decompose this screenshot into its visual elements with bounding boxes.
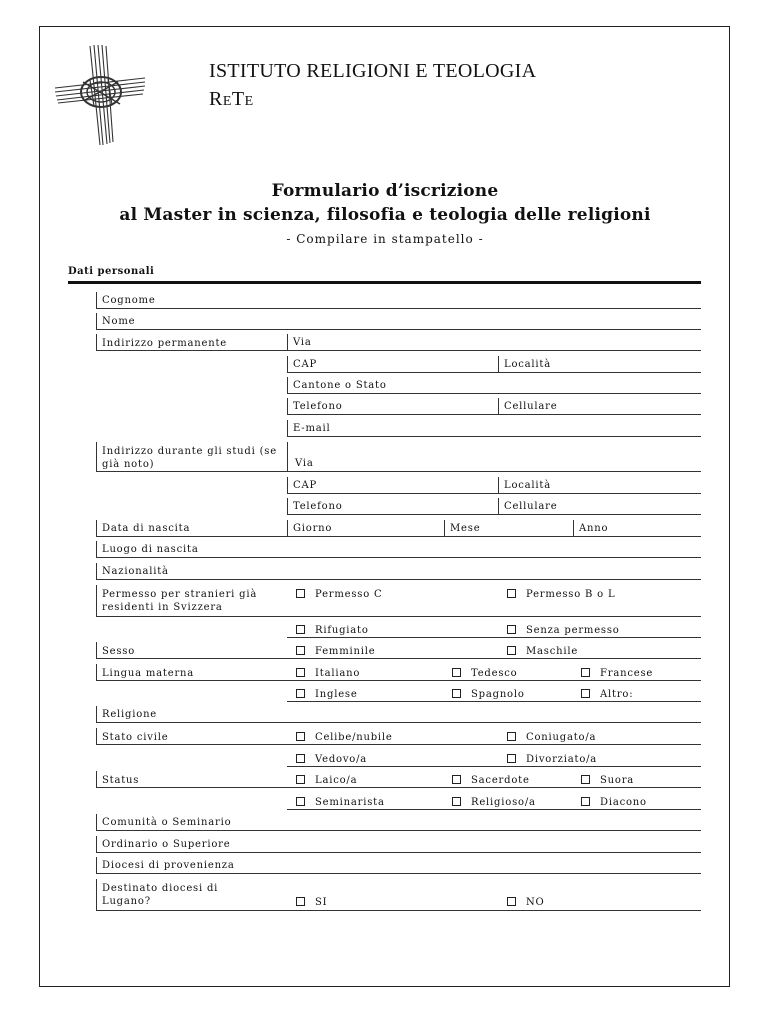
field-underline [96, 616, 701, 617]
cap-studi-field[interactable]: CAP [293, 480, 318, 491]
via-studi-underline [287, 471, 701, 472]
checkbox-icon[interactable] [296, 754, 305, 763]
option-label: Laico/a [315, 775, 358, 786]
giorno-field-underline [287, 536, 444, 537]
option-maschile[interactable] [507, 645, 578, 658]
form-subtitle: al Master in scienza, filosofia e teologia delle religioni [119, 205, 651, 225]
email-field-underline [287, 436, 701, 437]
mese-field-underline [444, 536, 573, 537]
luogo-nascita-field-underline [96, 557, 701, 558]
comunita-field[interactable]: Comunità o Seminario [102, 817, 232, 828]
checkbox-icon[interactable] [581, 775, 590, 784]
option-celibe[interactable] [296, 731, 393, 744]
field-underline [287, 809, 701, 810]
field-divider [96, 879, 97, 911]
data-nascita-label-underline [96, 536, 287, 537]
data-nascita-label[interactable]: Data di nascita [102, 523, 191, 534]
indirizzo-permanente-label: Indirizzo permanente [102, 338, 227, 349]
option-divorziato[interactable] [507, 753, 597, 766]
option-sacerdote[interactable] [452, 774, 530, 787]
field-divider [444, 520, 445, 537]
option-italiano[interactable] [296, 667, 360, 680]
field-divider [96, 334, 97, 351]
cellulare-studi-field-underline [498, 514, 701, 515]
cap-field-underline [287, 372, 498, 373]
localita-field[interactable]: Località [504, 359, 552, 370]
checkbox-icon[interactable] [452, 668, 461, 677]
religione-field[interactable]: Religione [102, 709, 158, 720]
option-label: Religioso/a [471, 797, 536, 808]
section-rule [68, 281, 701, 284]
nome-field-underline [96, 329, 701, 330]
option-label: NO [526, 897, 545, 908]
form-title: Formulario d’iscrizione [271, 181, 499, 201]
institute-abbreviation: RETE [209, 88, 254, 110]
field-divider [96, 541, 97, 558]
option-label: Seminarista [315, 797, 385, 808]
option-label: Sacerdote [471, 775, 530, 786]
option-label: Francese [600, 668, 654, 679]
via-studi-field: Via [295, 458, 314, 469]
option-senza-permesso[interactable] [507, 624, 620, 637]
telefono-studi-field-underline [287, 514, 498, 515]
lingua-label: Lingua materna [102, 668, 195, 679]
field-divider [96, 728, 97, 745]
field-underline [96, 471, 287, 472]
option-rifugiato[interactable] [296, 624, 369, 637]
checkbox-icon[interactable] [581, 668, 590, 677]
field-divider [96, 313, 97, 330]
telefono-field[interactable]: Telefono [293, 401, 343, 412]
via-field-underline [287, 350, 701, 351]
option-label: Diacono [600, 797, 647, 808]
option-francese[interactable] [581, 667, 653, 680]
option-label: Tedesco [471, 668, 518, 679]
localita-studi-field-underline [498, 493, 701, 494]
via-field[interactable]: Via [293, 337, 312, 348]
mese-field[interactable]: Mese [450, 523, 481, 534]
status-label: Status [102, 775, 140, 786]
checkbox-icon[interactable] [507, 625, 516, 634]
option-si[interactable] [296, 896, 327, 909]
field-underline [287, 766, 701, 767]
field-divider [96, 585, 97, 617]
option-label: Inglese [315, 689, 358, 700]
field-divider [287, 398, 288, 415]
institute-title: ISTITUTO RELIGIONI E TEOLOGIA [209, 60, 537, 82]
field-divider [96, 642, 97, 659]
field-underline [96, 658, 701, 659]
option-label: Vedovo/a [315, 754, 368, 765]
luogo-nascita-field[interactable]: Luogo di nascita [102, 544, 199, 555]
cellulare-studi-field[interactable]: Cellulare [504, 501, 558, 512]
cellulare-field-underline [498, 414, 701, 415]
cognome-field[interactable]: Cognome [102, 295, 156, 306]
option-spagnolo[interactable] [452, 688, 525, 701]
field-divider [498, 356, 499, 373]
field-divider [96, 664, 97, 681]
nazionalita-field-underline [96, 579, 701, 580]
option-label: Permesso B o L [526, 589, 616, 600]
option-tedesco[interactable] [452, 667, 517, 680]
checkbox-icon[interactable] [296, 589, 305, 598]
option-label: Suora [600, 775, 635, 786]
field-underline [287, 701, 701, 702]
checkbox-icon[interactable] [581, 797, 590, 806]
checkbox-icon[interactable] [452, 689, 461, 698]
option-label: Spagnolo [471, 689, 525, 700]
field-divider [96, 563, 97, 580]
checkbox-icon[interactable] [507, 732, 516, 741]
diocesi-field-underline [96, 873, 701, 874]
checkbox-icon[interactable] [507, 754, 516, 763]
destinato-label: Destinato diocesi di Lugano? [102, 883, 219, 907]
option-no[interactable] [507, 896, 545, 909]
field-divider [96, 442, 97, 472]
field-underline [96, 910, 701, 911]
option-altro[interactable] [581, 688, 633, 701]
field-underline [287, 637, 701, 638]
telefono-studi-field[interactable]: Telefono [293, 501, 343, 512]
option-laico[interactable] [296, 774, 357, 787]
comunita-field-underline [96, 830, 701, 831]
field-underline [96, 680, 701, 681]
field-divider [498, 477, 499, 494]
field-divider [287, 477, 288, 494]
field-divider [96, 292, 97, 309]
localita-studi-field[interactable]: Località [504, 480, 552, 491]
option-label: Senza permesso [526, 625, 620, 636]
checkbox-icon[interactable] [296, 625, 305, 634]
cantone-field-underline [287, 393, 701, 394]
option-femminile[interactable] [296, 645, 375, 658]
field-divider [287, 356, 288, 373]
checkbox-icon[interactable] [581, 689, 590, 698]
form-note: - Compilare in stampatello - [286, 232, 484, 246]
cantone-field[interactable]: Cantone o Stato [293, 380, 387, 391]
field-divider [96, 706, 97, 723]
option-permesso-bl[interactable] [507, 588, 615, 601]
stato-civile-label: Stato civile [102, 732, 169, 743]
anno-field[interactable]: Anno [579, 523, 609, 534]
checkbox-icon[interactable] [296, 732, 305, 741]
localita-field-underline [498, 372, 701, 373]
option-seminarista[interactable] [296, 796, 385, 809]
indirizzo-studi-label: Indirizzo durante gli studi (se già noto) [102, 446, 277, 470]
checkbox-icon[interactable] [452, 775, 461, 784]
option-label: Maschile [526, 646, 579, 657]
giorno-field[interactable]: Giorno [293, 523, 333, 534]
option-label: Altro: [600, 689, 634, 700]
nome-field[interactable]: Nome [102, 316, 136, 327]
cellulare-field[interactable]: Cellulare [504, 401, 558, 412]
institute-logo-knot [50, 40, 150, 150]
option-diacono[interactable] [581, 796, 647, 809]
section-title: Dati personali [68, 266, 155, 277]
religione-field-underline [96, 722, 701, 723]
field-divider [287, 334, 288, 351]
cap-field[interactable]: CAP [293, 359, 318, 370]
option-label: Permesso C [315, 589, 383, 600]
field-underline [96, 350, 287, 351]
checkbox-icon[interactable] [507, 589, 516, 598]
field-divider [573, 520, 574, 537]
option-religioso[interactable] [452, 796, 536, 809]
field-divider [96, 771, 97, 788]
option-label: Celibe/nubile [315, 732, 393, 743]
email-field[interactable]: E-mail [293, 423, 331, 434]
checkbox-icon[interactable] [296, 646, 305, 655]
option-label: Italiano [315, 668, 361, 679]
permesso-label: Permesso per stranieri già residenti in Svizzera [102, 589, 258, 613]
option-permesso-c[interactable] [296, 588, 383, 601]
sesso-label: Sesso [102, 646, 136, 657]
option-vedovo[interactable] [296, 753, 367, 766]
option-label: SI [315, 897, 328, 908]
field-divider [287, 420, 288, 437]
option-label: Coniugato/a [526, 732, 597, 743]
option-label: Divorziato/a [526, 754, 598, 765]
field-divider [287, 377, 288, 394]
option-suora[interactable] [581, 774, 634, 787]
field-divider [287, 520, 288, 537]
field-underline [96, 744, 701, 745]
field-divider [96, 814, 97, 831]
option-label: Rifugiato [315, 625, 369, 636]
checkbox-icon[interactable] [296, 689, 305, 698]
field-divider [96, 520, 97, 537]
option-label: Femminile [315, 646, 376, 657]
ordinario-field[interactable]: Ordinario o Superiore [102, 839, 231, 850]
option-inglese[interactable] [296, 688, 358, 701]
ordinario-field-underline [96, 852, 701, 853]
cap-studi-field-underline [287, 493, 498, 494]
diocesi-field[interactable]: Diocesi di provenienza [102, 860, 235, 871]
anno-field-underline [573, 536, 701, 537]
cognome-field-underline [96, 308, 701, 309]
option-coniugato[interactable] [507, 731, 596, 744]
field-divider [287, 498, 288, 515]
field-divider [498, 398, 499, 415]
field-divider [96, 857, 97, 874]
checkbox-icon[interactable] [507, 646, 516, 655]
field-divider [498, 498, 499, 515]
field-divider [287, 442, 288, 472]
checkbox-icon[interactable] [296, 668, 305, 677]
checkbox-icon[interactable] [296, 897, 305, 906]
field-underline [96, 787, 701, 788]
checkbox-icon[interactable] [296, 797, 305, 806]
checkbox-icon[interactable] [296, 775, 305, 784]
checkbox-icon[interactable] [507, 897, 516, 906]
telefono-field-underline [287, 414, 498, 415]
nazionalita-field[interactable]: Nazionalità [102, 566, 169, 577]
field-divider [96, 836, 97, 853]
checkbox-icon[interactable] [452, 797, 461, 806]
